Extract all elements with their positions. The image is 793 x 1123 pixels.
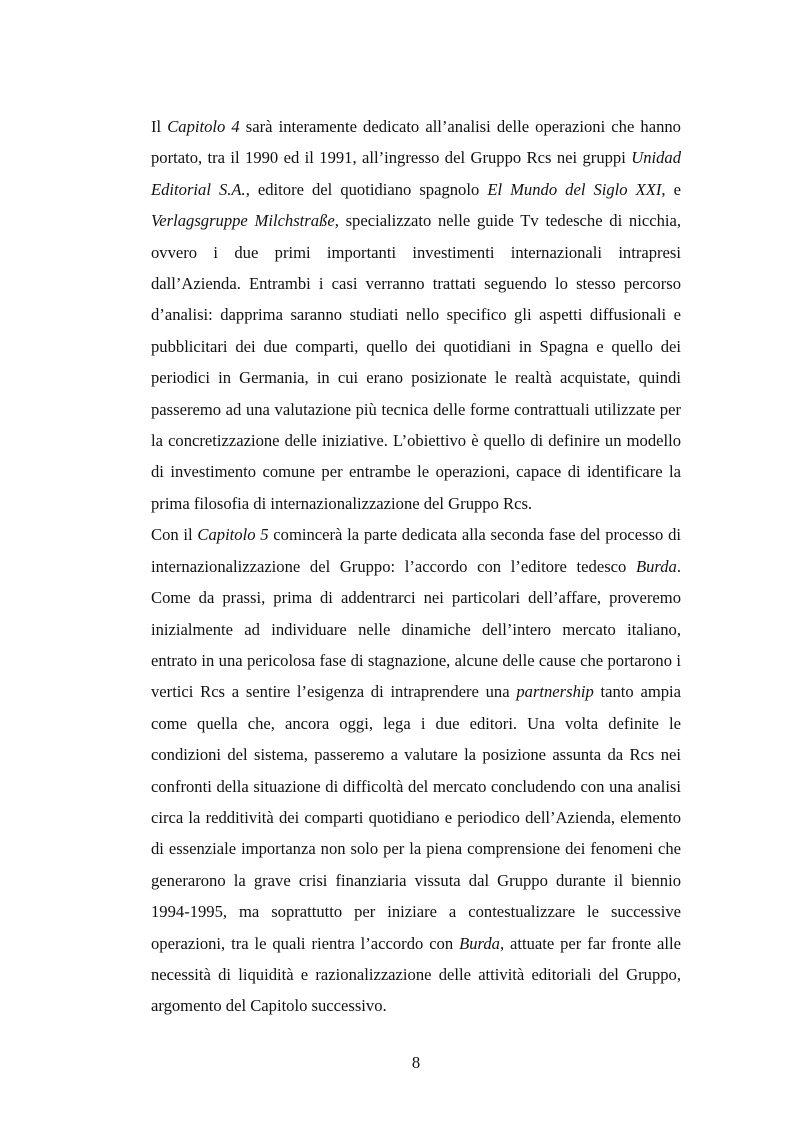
text-segment: , editore del quotidiano spagnolo: [245, 179, 488, 199]
text-segment: comincerà la parte dedicata alla seconda fase del processo di internazionalizzazione del Gruppo: l’accordo con l’editore tedesco: [151, 525, 681, 576]
italic-segment: Capitolo 4: [167, 117, 240, 136]
italic-segment: partnership: [516, 682, 594, 702]
text-segment: . Come da prassi, prima di addentrarci nei particolari dell’affare, proveremo inizialmente ad individuare nelle dinamiche dell’intero mercato italiano, entrato in una pericolosa fase di stagnazione, alcune delle cause che portarono i vertici Rcs a sentire l’esigenza di intraprendere una: [151, 556, 681, 702]
text-segment: , attuate per far fronte alle necessità di liquidità e razionalizzazione delle attività editoriali del Gruppo, argomento del Capitolo successivo.: [151, 933, 681, 1016]
text-segment: Il: [151, 117, 168, 136]
italic-segment: Capitolo 5: [197, 525, 269, 545]
italic-segment: Burda: [459, 933, 500, 953]
text-segment: , specializzato nelle guide Tv tedesche di nicchia, ovvero i due primi importanti investimenti internazionali intrapresi dall’Azienda. Entrambi i casi verranno trattati seguendo lo stesso percorso d’analisi: dapprima saranno studiati nello specifico gli aspetti diffusionali e pubblicitari dei due comparti, quello dei quotidiani in Spagna e quello dei periodici in Germania, in cui erano posizionate le realtà acquistate, quindi passeremo ad una valutazione più tecnica delle forme contrattuali utilizzate per la concretizzazione delle iniziative. L’obiettivo è quello di definire un modello di investimento comune per entrambe le operazioni, capace di identificare la prima filosofia di internazionalizzazione del Gruppo Rcs.: [151, 211, 681, 513]
text-segment: Con il: [151, 525, 198, 545]
text-segment: tanto ampia come quella che, ancora oggi, lega i due editori. Una volta definite le condizioni del sistema, passeremo a valutare la posizione assunta da Rcs nei confronti della situazione di difficoltà del mercato concludendo con una analisi circa la redditività dei comparti quotidiano e periodico dell’Azienda, elemento di essenziale importanza non solo per la piena comprensione dei fenomeni che generarono la grave crisi finanziaria vissuta dal Gruppo durante il biennio 1994-1995, ma soprattutto per iniziare a contestualizzare le successive operazioni, tra le quali rientra l’accordo con: [151, 682, 681, 953]
paragraph-capitolo-4: [151, 111, 681, 519]
page-number: 8: [411, 1053, 421, 1072]
text-segment: sarà interamente dedicato all’analisi delle operazioni che hanno portato, tra il 1990 ed il 1991, all’ingresso del Gruppo Rcs nei gruppi: [151, 117, 681, 168]
italic-segment: Verlagsgruppe Milchstraße: [151, 211, 335, 231]
paragraph-capitolo-5: [151, 519, 681, 1022]
text-segment: , e: [661, 179, 681, 199]
italic-segment: Unidad Editorial S.A.: [151, 148, 681, 199]
italic-segment: El Mundo del Siglo XXI: [487, 179, 662, 199]
italic-segment: Burda: [635, 556, 677, 576]
body-text: [151, 111, 681, 1022]
